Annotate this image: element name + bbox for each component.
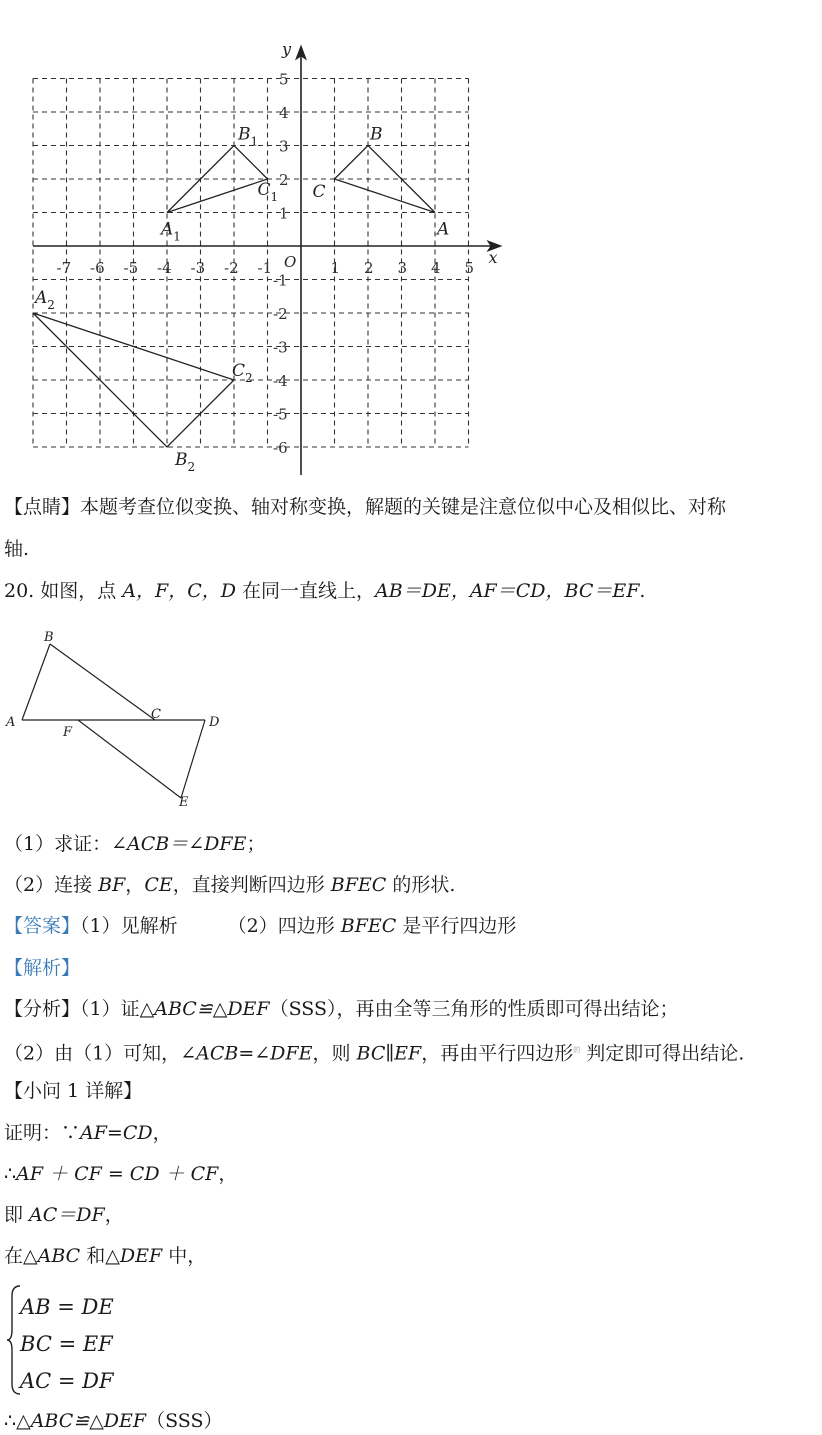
label-B: B [44, 630, 54, 645]
comment-tag: 【点睛】 [4, 496, 81, 518]
y-tick-label: -4 [273, 372, 288, 390]
vertex-label: $A_1$ [161, 219, 181, 244]
detail-line-2: ∴AF ＋ CF = CD ＋ CF， [4, 1163, 238, 1185]
label-F: F [63, 725, 73, 740]
x-tick-label: 2 [364, 259, 374, 277]
detail-line-4: 在△ABC 和△DEF 中， [4, 1245, 207, 1267]
vertex-label: B [370, 124, 383, 145]
vertex-label: C [312, 182, 326, 202]
detail-tag: 【小问 1 详解】 [4, 1080, 143, 1102]
system-eq-2: BC = EF [20, 1332, 113, 1356]
segment-AB [22, 644, 50, 720]
y-tick-label: -1 [273, 271, 288, 290]
segment-FE [78, 720, 181, 798]
problem-number: 20. [4, 580, 35, 602]
analysis-line-1: 【分析】（1）证△ABC≌△DEF（SSS），再由全等三角形的性质即可得出结论； [4, 998, 679, 1020]
problem-points: A，F，C，D [122, 580, 236, 602]
comment-line-1 [4, 494, 726, 520]
detail-line-5: ∴△ABC≌△DEF（SSS） [4, 1410, 223, 1432]
analysis-line-2: （2）由（1）可知，∠ACB=∠DFE，则 BC∥EF，再由平行四边形$^的$ 判定即可得出结论. [4, 1042, 745, 1065]
x-tick-label: -5 [123, 259, 139, 277]
vertex-label: $B_1$ [238, 124, 259, 149]
x-tick-label: -6 [90, 259, 105, 277]
y-tick-label: -6 [273, 439, 288, 457]
segment-DE [181, 720, 205, 798]
label-D: D [209, 715, 220, 730]
comment-text-2: 轴. [4, 538, 30, 560]
comment-text-1: 本题考查位似变换、轴对称变换，解题的关键是注意位似中心及相似比、对称 [80, 496, 727, 518]
vertex-label: $B_2$ [175, 450, 196, 474]
x-tick-label: 3 [397, 259, 408, 277]
y-tick-label: 2 [279, 171, 289, 189]
label-A: A [6, 715, 16, 730]
x-tick-label: -3 [190, 259, 206, 277]
answer-line: 【答案】（1）见解析 （2）四边形 BFEC 是平行四边形 [4, 915, 517, 937]
analysis-tag: 【解析】 [4, 957, 81, 979]
vertex-label: A [437, 219, 450, 240]
triangle-figure [0, 620, 240, 815]
y-tick-label: -3 [273, 338, 288, 357]
vertex-label: $C_1$ [257, 180, 279, 204]
comment-line-2 [4, 536, 29, 562]
vertex-label: $C_2$ [232, 361, 253, 385]
y-tick-label: 5 [279, 70, 289, 89]
system-eq-3: AC = DF [20, 1369, 114, 1393]
coordinate-figure [0, 0, 822, 480]
y-tick-label: 3 [279, 137, 289, 156]
x-tick-label: -7 [56, 259, 72, 277]
segment-BC [50, 644, 155, 720]
question-2: （2）连接 BF，CE，直接判断四边形 BFEC 的形状. [4, 874, 456, 896]
equation-system [20, 1289, 114, 1400]
x-tick-label: 4 [431, 259, 441, 277]
x-tick-label: 1 [330, 259, 341, 277]
x-axis-label: x [488, 248, 498, 267]
y-axis-label: y [282, 39, 292, 59]
y-tick-label: 1 [279, 204, 289, 223]
y-tick-label: -2 [273, 305, 288, 323]
x-tick-label: -2 [224, 259, 239, 277]
axes [33, 40, 503, 476]
x-tick-label: 5 [464, 259, 475, 277]
label-C: C [151, 707, 161, 722]
x-tick-label: -4 [157, 259, 172, 277]
problem-stem: 20. 如图，点 A，F，C，D 在同一直线上，AB＝DE，AF＝CD，BC＝EF. [4, 580, 646, 602]
x-tick-label: -1 [257, 259, 273, 277]
question-1: （1）求证：∠ACB＝∠DFE； [4, 833, 266, 855]
detail-line-1: 证明：∵AF=CD， [4, 1122, 172, 1144]
vertex-label: $A_2$ [35, 288, 55, 312]
y-tick-label: -5 [273, 405, 288, 424]
vertex-labels [33, 125, 449, 475]
origin-label: O [284, 253, 297, 271]
answer-tag: 【答案】 [4, 915, 81, 937]
y-tick-label: 4 [279, 104, 289, 122]
label-E: E [179, 795, 189, 810]
problem-conditions: AB＝DE，AF＝CD，BC＝EF [375, 580, 640, 602]
system-eq-1: AB = DE [20, 1295, 114, 1319]
detail-line-3: 即 AC＝DF， [4, 1204, 124, 1226]
